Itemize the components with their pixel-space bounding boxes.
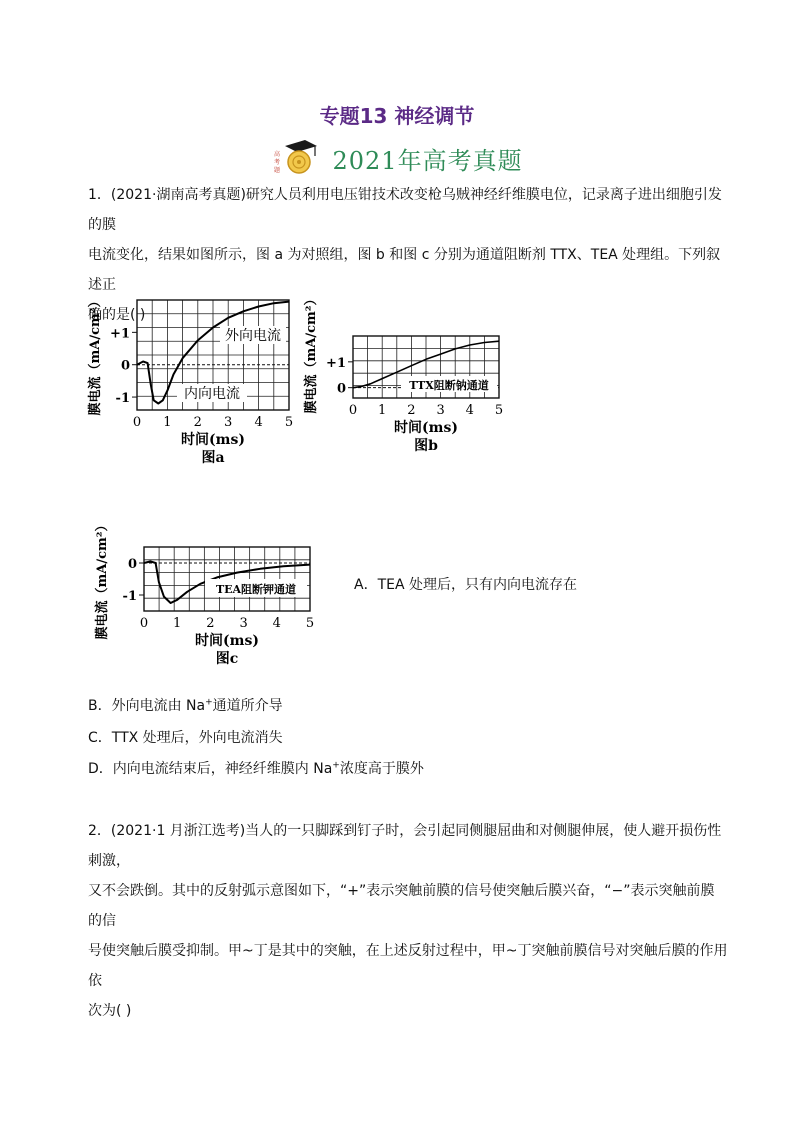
x-tick-label: 0 xyxy=(132,415,142,430)
question-2-line-1: 2．(2021·1 月浙江选考)当人的一只脚踩到钉子时，会引起同侧腿屈曲和对侧腿伸展，使人避开损伤性刺激， xyxy=(88,823,722,869)
y-tick-label: 0 xyxy=(127,557,137,572)
chart-c xyxy=(80,505,330,685)
question-2-line-3: 号使突触后膜受抑制。甲~丁是其中的突触，在上述反射过程中，甲~丁突触前膜信号对突触后膜的作用依 xyxy=(88,943,728,989)
x-tick-label: 4 xyxy=(272,616,281,631)
chart-caption: 图c xyxy=(215,651,239,667)
y-tick-label: +1 xyxy=(326,355,346,371)
x-tick-label: 0 xyxy=(139,616,149,631)
x-axis-label: 时间(ms) xyxy=(394,420,458,436)
chart-caption: 图b xyxy=(414,438,438,454)
x-tick-label: 3 xyxy=(239,616,248,631)
question-2-line-2: 又不会跌倒。其中的反射弧示意图如下，“+”表示突触前膜的信号使突触后膜兴奋，“−”表示突触前膜的信 xyxy=(88,883,715,929)
x-tick-label: 0 xyxy=(348,403,358,418)
x-tick-label: 3 xyxy=(224,415,233,430)
svg-text:考: 考 xyxy=(274,159,281,166)
x-axis-label: 时间(ms) xyxy=(181,432,245,448)
x-axis-label: 时间(ms) xyxy=(195,633,259,649)
y-axis-label: 膜电流（mA/cm²） xyxy=(304,292,319,414)
y-tick-label: 0 xyxy=(120,358,130,374)
x-tick-label: 1 xyxy=(378,403,387,418)
x-tick-label: 3 xyxy=(436,403,445,418)
y-tick-label: 0 xyxy=(336,381,346,397)
x-tick-label: 4 xyxy=(465,403,474,418)
y-tick-label: +1 xyxy=(110,326,130,342)
question-1-line-2: 电流变化，结果如图所示，图 a 为对照组，图 b 和图 c 分别为通道阻断剂 TTX、TEA 处理组。下列叙述正 xyxy=(88,247,721,293)
annotation-ttx: TTX阻断钠通道 xyxy=(409,379,489,392)
chart-a xyxy=(75,288,305,478)
x-tick-label: 2 xyxy=(193,415,202,430)
option-d: D．内向电流结束后，神经纤维膜内 Na+浓度高于膜外 xyxy=(88,760,424,777)
x-tick-label: 2 xyxy=(407,403,416,418)
option-b: B．外向电流由 Na+通道所介导 xyxy=(88,697,283,714)
page-title: 专题13 神经调节 xyxy=(319,104,475,128)
subtitle: 2021年高考真题 xyxy=(332,146,523,175)
svg-text:题: 题 xyxy=(274,167,281,174)
x-tick-label: 5 xyxy=(305,616,315,631)
y-axis-label: 膜电流（mA/cm²） xyxy=(88,294,103,416)
x-tick-label: 2 xyxy=(206,616,215,631)
question-2-line-4: 次为( ) xyxy=(88,1003,132,1019)
x-tick-label: 1 xyxy=(173,616,182,631)
annotation-tea: TEA阻断钾通道 xyxy=(215,583,297,596)
y-tick-label: -1 xyxy=(122,589,137,604)
chart-b xyxy=(303,288,518,478)
option-a: A．TEA 处理后，只有内向电流存在 xyxy=(354,577,578,593)
option-c: C．TTX 处理后，外向电流消失 xyxy=(88,730,283,746)
question-1-line-3: 确的是( ) xyxy=(88,307,146,323)
question-2-text xyxy=(88,816,728,1026)
section-heading xyxy=(0,138,794,178)
y-tick-label: -1 xyxy=(115,391,130,407)
y-axis-label: 膜电流（mA/cm²） xyxy=(95,518,110,640)
chart-caption: 图a xyxy=(201,450,225,466)
question-1-line-1: 1．(2021·湖南高考真题)研究人员利用电压钳技术改变枪乌贼神经纤维膜电位，记录离子进出细胞引发的膜 xyxy=(88,187,722,233)
svg-text:高: 高 xyxy=(274,151,281,158)
x-tick-label: 4 xyxy=(254,415,263,430)
annotation-inward-current: 内向电流 xyxy=(184,386,240,402)
graduation-cap-mascot-icon xyxy=(271,138,321,178)
annotation-outward-current: 外向电流 xyxy=(225,328,281,344)
x-tick-label: 1 xyxy=(163,415,172,430)
x-tick-label: 5 xyxy=(284,415,294,430)
x-tick-label: 5 xyxy=(494,403,504,418)
